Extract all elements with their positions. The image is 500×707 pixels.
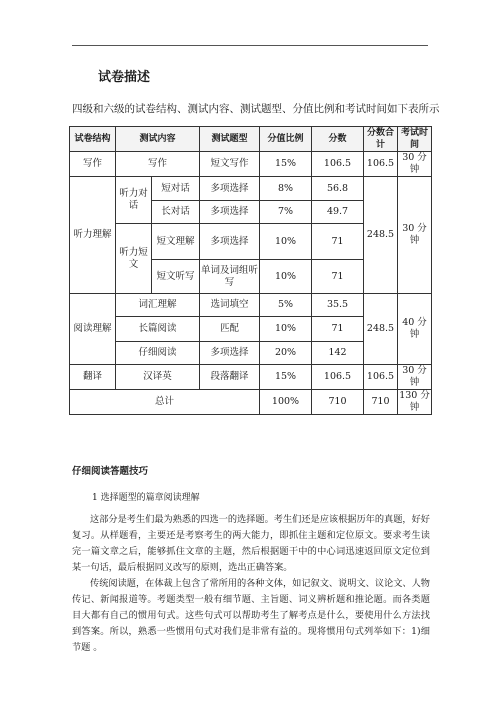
table-row [70, 294, 432, 317]
ratio-cell: 10% [260, 224, 312, 260]
paragraph: 这部分是考生们最为熟悉的四选一的选择题。考生们还是应该根据历年的真题，好好复习。从样题看，主要还是考察考生的两大能力，即抓住主题和定位原文。要求考生读完一篇文章之后，能够抓住文章的主题，然后根据题干中的中心词迅速返回原文定位到某一句话，最后根据同义改写的原则，选出正确答案。 [72, 514, 430, 573]
ratio-cell: 15% [260, 365, 312, 390]
content-cell: 写作 [116, 152, 200, 177]
section-heading: 试卷描述 [98, 70, 151, 85]
ratio-cell: 20% [260, 342, 312, 365]
total-cell: 106.5 [364, 152, 398, 177]
header-cell: 分数 [312, 127, 364, 152]
content-cell: 短对话 [152, 177, 200, 201]
time-cell: 30 分钟 [398, 365, 432, 390]
top-rule [72, 45, 428, 46]
content-cell: 长篇阅读 [116, 317, 200, 342]
content-cell: 词汇理解 [116, 294, 200, 317]
type-cell: 多项选择 [200, 177, 260, 201]
score-cell: 71 [312, 224, 364, 260]
table-row [70, 365, 432, 390]
score-cell: 710 [312, 390, 364, 415]
type-cell: 多项选择 [200, 224, 260, 260]
group-cell: 听力对话 [116, 177, 152, 224]
type-cell: 选词填空 [200, 294, 260, 317]
total-cell: 248.5 [364, 177, 398, 294]
tips-heading: 仔细阅读答题技巧 [72, 466, 149, 477]
intro-text: 四级和六级的试卷结构、测试内容、测试题型、分值比例和考试时间如下表所示 [72, 103, 440, 115]
ratio-cell: 7% [260, 201, 312, 224]
score-cell: 106.5 [312, 365, 364, 390]
ratio-cell: 15% [260, 152, 312, 177]
type-cell: 短文写作 [200, 152, 260, 177]
type-cell: 多项选择 [200, 201, 260, 224]
table-row [70, 177, 432, 201]
type-cell: 单词及词组听写 [200, 260, 260, 294]
score-cell: 142 [312, 342, 364, 365]
table-header-row [70, 127, 432, 152]
ratio-cell: 5% [260, 294, 312, 317]
header-cell: 分值比例 [260, 127, 312, 152]
time-cell: 130 分钟 [399, 390, 430, 413]
table-row [70, 152, 432, 177]
content-cell: 短文理解 [152, 224, 200, 260]
group-cell: 听力短文 [116, 224, 152, 294]
paragraph: 传统阅读题，在体裁上包含了常所用的各种文体，如记叙文、说明文、议论文、人物传记、新闻报道等。考题类型一般有细节题、主旨题、词义辨析题和推论题。而各类题目大都有自己的惯用句式。这些句式可以帮助考生了解考点是什么，要使用什么方法找到答案。所以，熟悉一些惯用句式对我们是非常有益的。现将惯用句式列举如下：1)细节题 。 [72, 578, 430, 653]
exam-structure-table [69, 126, 432, 415]
total-cell: 710 [364, 390, 398, 415]
score-cell: 49.7 [312, 201, 364, 224]
ratio-cell: 8% [260, 177, 312, 201]
header-cell: 分数合计 [364, 127, 398, 152]
ratio-cell: 10% [260, 260, 312, 294]
sum-label-cell: 总计 [70, 390, 260, 415]
time-cell: 40 分钟 [398, 294, 432, 365]
type-cell: 段落翻译 [200, 365, 260, 390]
section-cell: 翻译 [70, 365, 116, 390]
content-cell: 汉译英 [116, 365, 200, 390]
section-cell: 写作 [70, 152, 116, 177]
type-cell: 匹配 [200, 317, 260, 342]
header-cell: 测试内容 [116, 127, 200, 152]
header-cell: 考试时间 [398, 127, 432, 152]
score-cell: 106.5 [312, 152, 364, 177]
score-cell: 71 [312, 317, 364, 342]
content-cell: 仔细阅读 [116, 342, 200, 365]
header-cell: 测试题型 [200, 127, 260, 152]
type-cell: 多项选择 [200, 342, 260, 365]
table-row [70, 390, 432, 415]
tips-subheading: 1 选择题型的篇章阅读理解 [92, 493, 200, 503]
header-cell: 试卷结构 [70, 127, 116, 152]
time-cell: 30 分钟 [398, 152, 432, 177]
score-cell: 71 [312, 260, 364, 294]
content-cell: 短文听写 [152, 260, 200, 294]
content-cell: 长对话 [152, 201, 200, 224]
score-cell: 35.5 [312, 294, 364, 317]
total-cell: 248.5 [364, 294, 398, 365]
ratio-cell: 10% [260, 317, 312, 342]
ratio-cell: 100% [260, 390, 312, 415]
time-cell: 30 分钟 [398, 177, 432, 294]
total-cell: 106.5 [364, 365, 398, 390]
section-cell: 听力理解 [70, 177, 116, 294]
score-cell: 56.8 [312, 177, 364, 201]
section-cell: 阅读理解 [70, 294, 116, 365]
